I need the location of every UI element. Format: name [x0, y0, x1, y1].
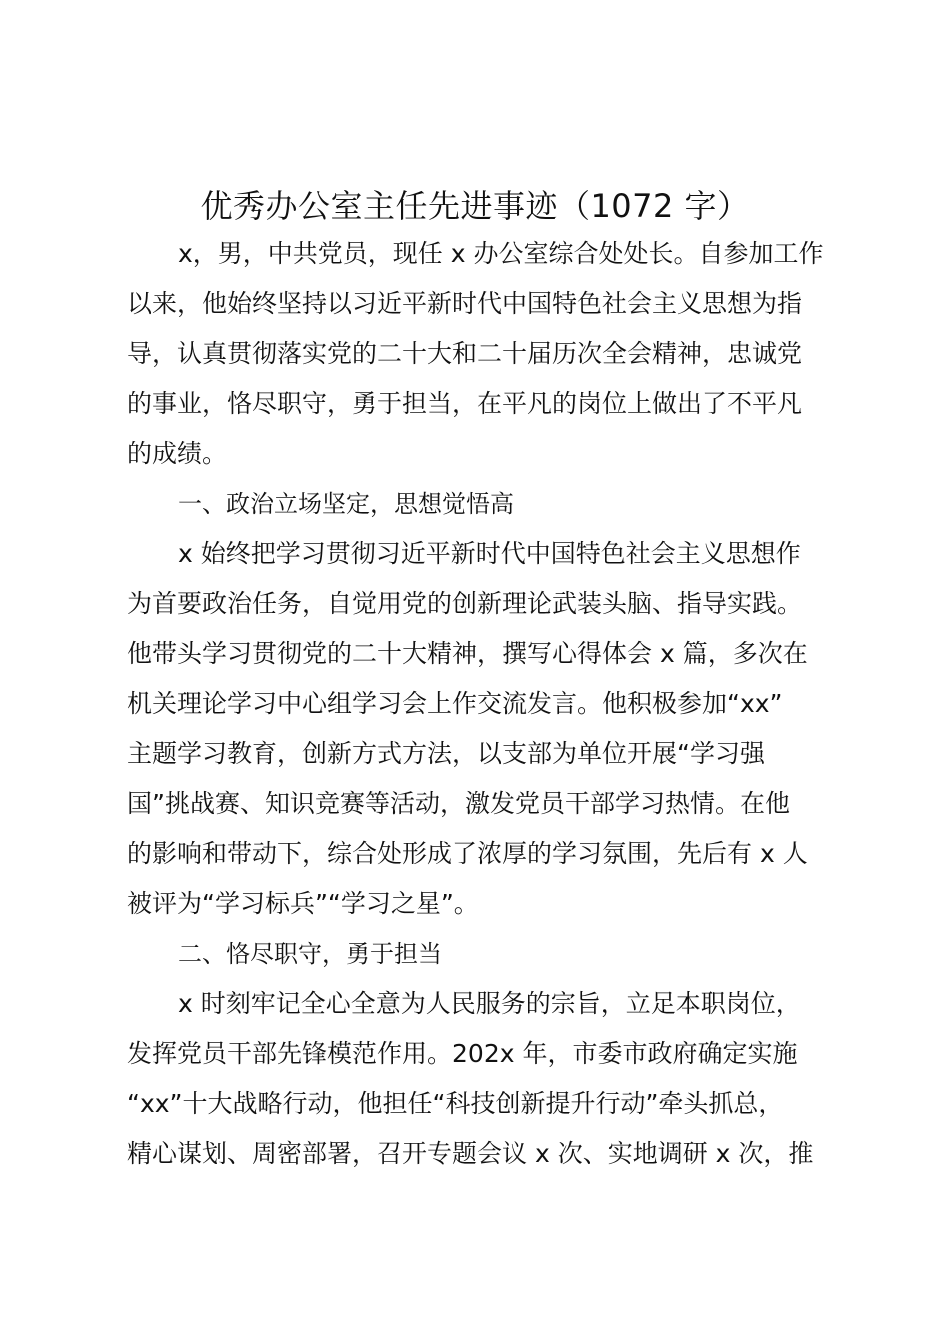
section-heading-2: 二、恪尽职守，勇于担当	[178, 940, 442, 968]
paragraph-2-line-2: 为首要政治任务，自觉用党的创新理论武装头脑、指导实践。	[127, 589, 803, 618]
paragraph-2-line-7: 的影响和带动下，综合处形成了浓厚的学习氛围，先后有 x 人	[127, 839, 808, 868]
paragraph-2-line-8: 被评为“学习标兵”“学习之星”。	[127, 889, 479, 918]
paragraph-1-line-4: 的事业，恪尽职守，勇于担当，在平凡的岗位上做出了不平凡	[127, 389, 803, 418]
paragraph-2-line-5: 主题学习教育，创新方式方法，以支部为单位开展“学习强	[127, 739, 765, 768]
paragraph-1-line-1: x，男，中共党员，现任 x 办公室综合处处长。自参加工作	[178, 239, 824, 268]
paragraph-3-line-1: x 时刻牢记全心全意为人民服务的宗旨，立足本职岗位，	[178, 989, 801, 1018]
paragraph-2-line-4: 机关理论学习中心组学习会上作交流发言。他积极参加“xx”	[127, 689, 783, 718]
paragraph-2-line-3: 他带头学习贯彻党的二十大精神，撰写心得体会 x 篇，多次在	[127, 639, 808, 668]
paragraph-3-line-4: 精心谋划、周密部署，召开专题会议 x 次、实地调研 x 次，推	[127, 1139, 814, 1168]
paragraph-1-line-2: 以来，他始终坚持以习近平新时代中国特色社会主义思想为指	[127, 289, 803, 318]
paragraph-2-line-1: x 始终把学习贯彻习近平新时代中国特色社会主义思想作	[178, 539, 801, 568]
paragraph-3-line-2: 发挥党员干部先锋模范作用。202x 年，市委市政府确定实施	[127, 1039, 798, 1068]
paragraph-3-line-3: “xx”十大战略行动，他担任“科技创新提升行动”牵头抓总，	[127, 1089, 784, 1118]
section-heading-1: 一、政治立场坚定，思想觉悟高	[178, 490, 514, 518]
paragraph-2-line-6: 国”挑战赛、知识竞赛等活动，激发党员干部学习热情。在他	[127, 789, 790, 818]
paragraph-1-line-5: 的成绩。	[127, 439, 228, 468]
document-title: 优秀办公室主任先进事迹（1072 字）	[200, 187, 750, 225]
paragraph-1-line-3: 导，认真贯彻落实党的二十大和二十届历次全会精神，忠诚党	[127, 339, 803, 368]
